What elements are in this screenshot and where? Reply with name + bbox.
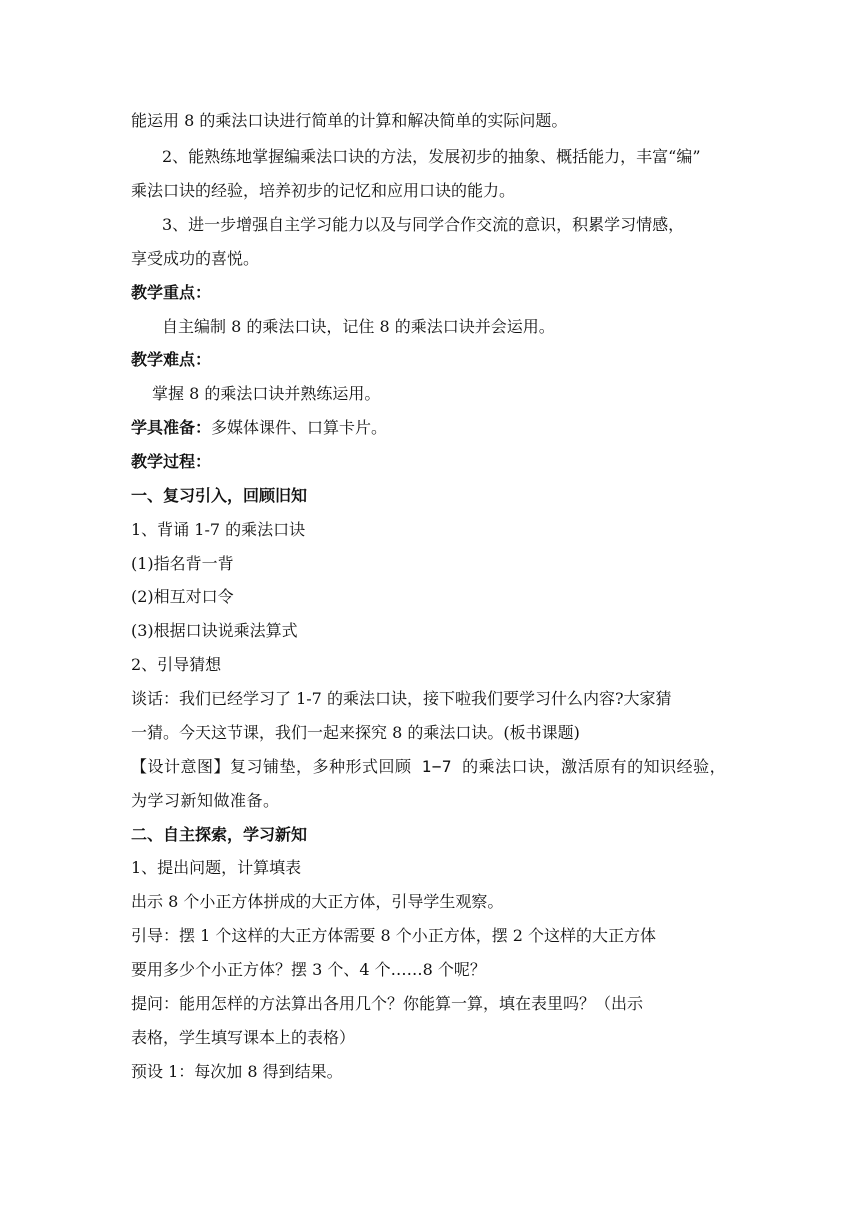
difficulty-heading: 教学难点： <box>131 350 212 369</box>
objective-2-line-2: 乘法口诀的经验，培养初步的记忆和应用口诀的能力。 <box>131 181 516 200</box>
design-intent-line-2: 为学习新知做准备。 <box>131 791 280 810</box>
step-2-guess: 2、引导猜想 <box>131 655 222 674</box>
process-heading: 教学过程： <box>131 452 212 471</box>
materials-heading: 学具准备： <box>131 418 212 437</box>
objective-3-line-2: 享受成功的喜悦。 <box>131 249 260 268</box>
show-cube-line: 出示 8 个小正方体拼成的大正方体，引导学生观察。 <box>131 892 504 911</box>
section-1-heading: 一、复习引入，回顾旧知 <box>131 486 308 505</box>
step-1-recite: 1、背诵 1-7 的乘法口诀 <box>131 520 306 539</box>
objective-1-continued: 能运用 8 的乘法口诀进行简单的计算和解决简单的实际问题。 <box>131 111 568 130</box>
talk-line-1: 谈话：我们已经学习了 1-7 的乘法口诀，接下啦我们要学习什么内容?大家猜 <box>131 689 672 708</box>
talk-line-2: 一猜。今天这节课，我们一起来探究 8 的乘法口诀。(板书课题) <box>131 723 580 742</box>
design-intent-line-1: 【设计意图】复习铺垫，多种形式回顾 1−7 的乘法口诀，激活原有的知识经验， <box>131 757 727 776</box>
step-1-1: (1)指名背一背 <box>131 554 234 573</box>
difficulty-text: 掌握 8 的乘法口诀并熟练运用。 <box>152 384 381 403</box>
question-line-1: 提问：能用怎样的方法算出各用几个？你能算一算，填在表里吗？（出示 <box>131 994 644 1013</box>
guide-line-1: 引导：摆 1 个这样的大正方体需要 8 个小正方体，摆 2 个这样的大正方体 <box>131 926 657 945</box>
objective-3-line-1: 3、进一步增强自主学习能力以及与同学合作交流的意识，积累学习情感， <box>162 215 685 234</box>
guide-line-2: 要用多少个小正方体？摆 3 个、4 个……8 个呢？ <box>131 960 486 979</box>
objective-2-line-1: 2、能熟练地掌握编乘法口诀的方法，发展初步的抽象、概括能力，丰富“编” <box>162 147 701 166</box>
materials-line <box>131 418 387 438</box>
materials-text: 多媒体课件、口算卡片。 <box>211 418 388 437</box>
key-points-text: 自主编制 8 的乘法口诀，记住 8 的乘法口诀并会运用。 <box>162 317 555 336</box>
step-1-2: (2)相互对口令 <box>131 587 234 606</box>
section-2-step-1: 1、提出问题，计算填表 <box>131 858 302 877</box>
question-line-2: 表格，学生填写课本上的表格） <box>131 1028 356 1047</box>
step-1-3: (3)根据口诀说乘法算式 <box>131 621 298 640</box>
key-points-heading: 教学重点： <box>131 283 212 302</box>
preset-1-line: 预设 1：每次加 8 得到结果。 <box>131 1062 343 1081</box>
section-2-heading: 二、自主探索，学习新知 <box>131 825 308 844</box>
